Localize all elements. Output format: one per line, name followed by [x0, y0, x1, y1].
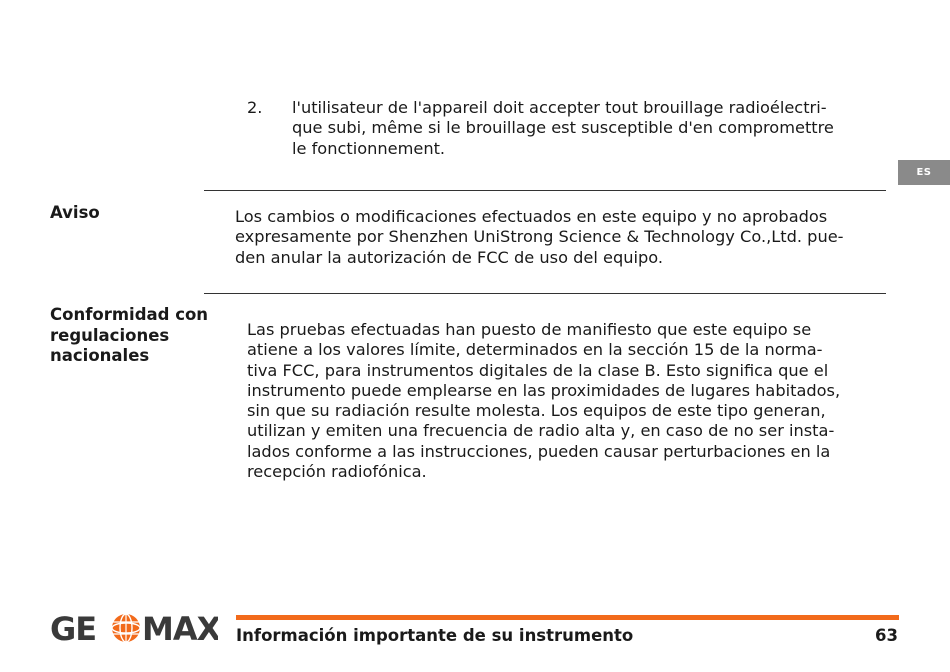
globe-logo-icon — [50, 611, 218, 645]
body-line: Las pruebas efectuadas han puesto de manifiesto que este equipo se — [247, 320, 812, 339]
body-line: instrumento puede emplearse en las proximidades de lugares habitados, — [247, 380, 841, 400]
logo-text-right: MAX — [142, 611, 218, 645]
heading-line: Aviso — [50, 203, 100, 222]
heading-line: nacionales — [50, 346, 150, 365]
footer-accent-bar — [236, 615, 899, 620]
list-item-line: l'utilisateur de l'appareil doit accepter tout brouillage radioélectri- — [292, 98, 827, 117]
body-line: lados conforme a las instrucciones, pueden causar perturbaciones en la — [247, 441, 831, 461]
body-line: den anular la autorización de FCC de uso del equipo. — [235, 247, 664, 267]
list-item-line: que subi, même si le brouillage est susceptible d'en compromettre — [292, 118, 834, 138]
section-heading-aviso — [50, 203, 100, 224]
section-body-conformidad — [247, 320, 840, 482]
section-divider — [204, 190, 886, 191]
page-number: 63 — [875, 626, 898, 645]
body-line: Los cambios o modificaciones efectuados en este equipo y no aprobados — [235, 207, 828, 226]
body-line: atiene a los valores límite, determinados en la sección 15 de la norma- — [247, 340, 823, 360]
section-divider — [204, 293, 886, 294]
footer-title: Información importante de su instrumento — [236, 626, 634, 645]
body-line: sin que su radiación resulte molesta. Los equipos de este tipo generan, — [247, 401, 826, 421]
body-line: utilizan y emiten una frecuencia de radio alta y, en caso de no ser insta- — [247, 421, 835, 441]
section-body-aviso — [235, 207, 844, 268]
body-line: tiva FCC, para instrumentos digitales de la clase B. Esto significa que el — [247, 360, 829, 380]
geomax-logo — [50, 611, 218, 645]
heading-line: regulaciones — [50, 325, 170, 345]
list-item-number: 2. — [247, 98, 263, 117]
list-item-line: le fonctionnement. — [292, 138, 446, 158]
body-line: expresamente por Shenzhen UniStrong Science & Technology Co.,Ltd. pue- — [235, 227, 844, 247]
section-heading-conformidad — [50, 305, 208, 367]
heading-line: Conformidad con — [50, 305, 209, 324]
list-item-text — [292, 98, 834, 159]
language-tab: ES — [898, 160, 950, 185]
logo-text-left: GE — [50, 611, 97, 645]
body-line: recepción radiofónica. — [247, 462, 427, 482]
